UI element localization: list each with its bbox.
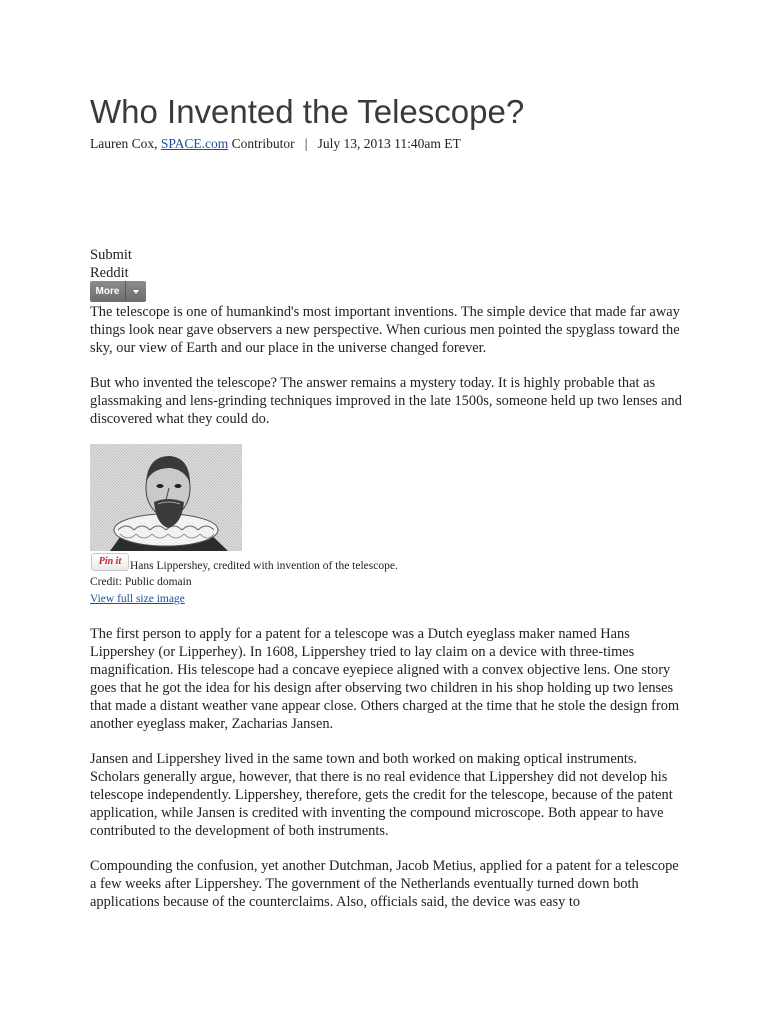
portrait-illustration bbox=[90, 444, 242, 551]
reddit-link[interactable]: Reddit bbox=[90, 265, 129, 281]
image-caption: Hans Lippershey, credited with invention of the telescope. bbox=[130, 560, 398, 572]
article-paragraph: Compounding the confusion, yet another Dutchman, Jacob Metius, applied for a patent for a telescope a few weeks after Lippershey. The government of the Netherlands eventually turned down both applications because of the counterclaims. Also, officials said, the device was easy to bbox=[90, 858, 679, 910]
article-paragraph: Jansen and Lippershey lived in the same town and both worked on making optical instruments. Scholars generally argue, however, that there is no real evidence that Lippershey did not develop his telescope independently. Lippershey, therefore, gets the credit for the telescope, because of the patent application, while Jansen is credited with inventing the compound microscope. Both appear to have contributed to the development of both instruments. bbox=[90, 751, 673, 839]
view-full-size-link[interactable]: View full size image bbox=[90, 593, 185, 605]
article-paragraph: But who invented the telescope? The answer remains a mystery today. It is highly probable that as glassmaking and lens-grinding techniques improved in the late 1500s, someone held up two lenses and discovered what they could do. bbox=[90, 375, 682, 427]
more-label: More bbox=[95, 286, 120, 297]
author-name: Lauren Cox, bbox=[90, 136, 158, 151]
byline bbox=[90, 135, 461, 152]
more-share-button[interactable] bbox=[90, 281, 146, 302]
chevron-down-icon bbox=[125, 281, 146, 302]
byline-meta: Contributor | July 13, 2013 11:40am ET bbox=[228, 136, 461, 151]
pin-it-button[interactable]: Pin it bbox=[91, 553, 129, 571]
image-credit: Credit: Public domain bbox=[90, 576, 192, 588]
article-paragraph: The telescope is one of humankind's most important inventions. The simple device that made far away things look near gave observers a new perspective. When curious men pointed the spyglass toward the sky, our view of Earth and our place in the universe changed forever. bbox=[90, 304, 680, 356]
submit-link[interactable]: Submit bbox=[90, 247, 132, 263]
article-title: Who Invented the Telescope? bbox=[90, 93, 525, 130]
article-paragraph: The first person to apply for a patent for a telescope was a Dutch eyeglass maker named Hans Lippershey (or Lipperhey). In 1608, Lippershey tried to lay claim on a device with three-times magnification. His telescope had a concave eyepiece aligned with a convex objective lens. One story goes that he got the idea for his design after observing two children in his shop holding up two lenses that made a distant weather vane appear close. Others charged at the time that he stole the design from another eyeglass maker, Zacharias Jansen. bbox=[90, 626, 680, 732]
portrait-image[interactable] bbox=[90, 444, 242, 551]
source-link[interactable]: SPACE.com bbox=[160, 136, 229, 151]
share-links bbox=[90, 246, 132, 282]
